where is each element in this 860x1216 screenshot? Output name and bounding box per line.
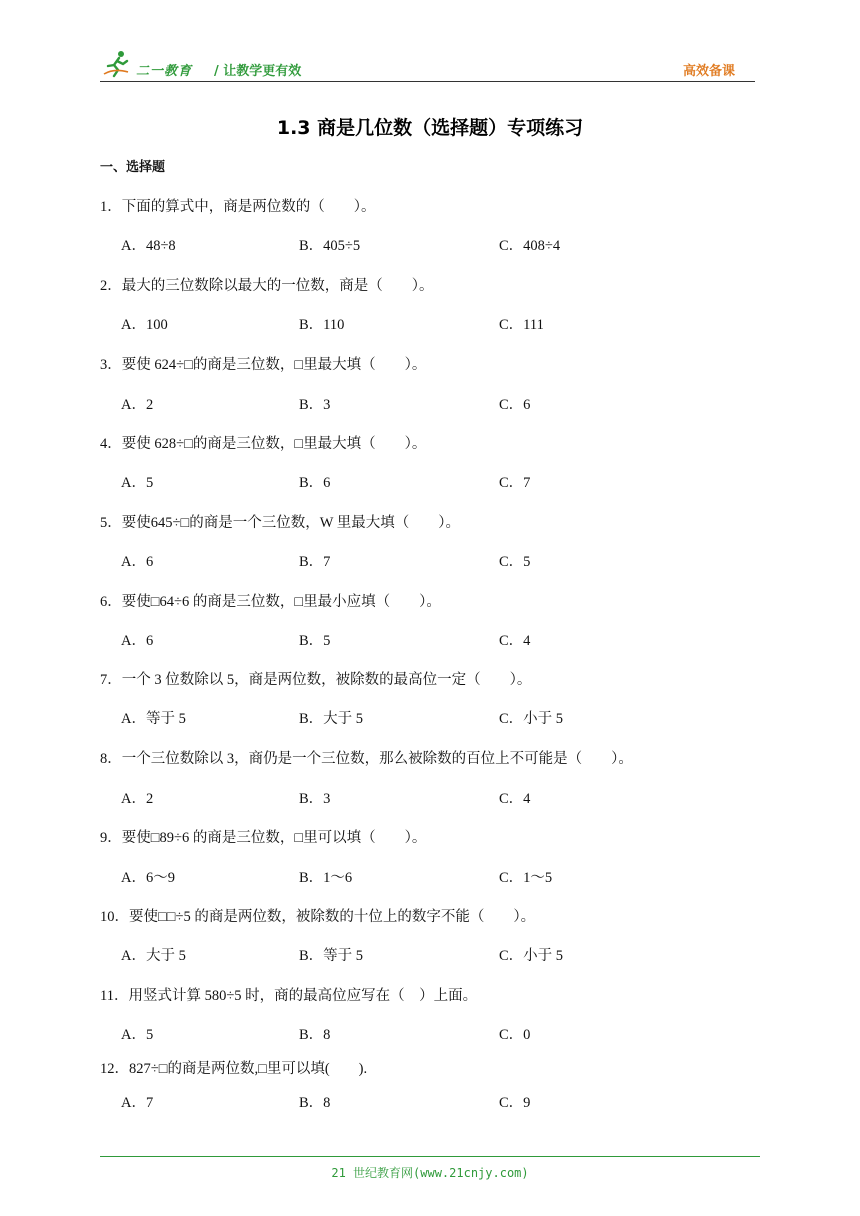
page-footer: 21 世纪教育网(www.21cnjy.com) [331, 1166, 529, 1180]
option-b: B．6 [299, 475, 331, 491]
option-a: A．7 [121, 1095, 154, 1111]
option-c: C．408÷4 [499, 238, 561, 254]
question-text: 6．要使□64÷6 的商是三位数，□里最小应填（ ）。 [100, 594, 441, 610]
question-text: 9．要使□89÷6 的商是三位数，□里可以填（ ）。 [100, 830, 427, 846]
brand-name: 二一教育 [136, 64, 193, 79]
option-a: A．6～9 [121, 870, 175, 886]
header-divider [100, 81, 755, 82]
option-b: B．3 [299, 397, 331, 413]
option-c: C．小于 5 [499, 948, 564, 964]
question-text: 2．最大的三位数除以最大的一位数，商是（ ）。 [100, 278, 434, 294]
question-text: 7．一个 3 位数除以 5，商是两位数，被除数的最高位一定（ ）。 [100, 672, 532, 688]
running-man-logo-icon [102, 50, 132, 78]
option-b: B．等于 5 [299, 948, 364, 964]
question-text: 1．下面的算式中，商是两位数的（ ）。 [100, 199, 376, 215]
option-a: A．大于 5 [121, 948, 186, 964]
option-c: C．1～5 [499, 870, 553, 886]
question-text: 12．827÷□的商是两位数,□里可以填( ). [100, 1061, 368, 1077]
footer-divider [100, 1156, 760, 1157]
question-text: 11．用竖式计算 580÷5 时，商的最高位应写在（ ）上面。 [100, 988, 478, 1004]
option-b: B．大于 5 [299, 711, 364, 727]
option-c: C．4 [499, 791, 531, 807]
option-b: B．405÷5 [299, 238, 361, 254]
option-c: C．7 [499, 475, 531, 491]
question-text: 3．要使 624÷□的商是三位数，□里最大填（ ）。 [100, 357, 427, 373]
page-header [100, 56, 755, 82]
option-b: B．1～6 [299, 870, 353, 886]
option-a: A．6 [121, 554, 154, 570]
option-b: B．3 [299, 791, 331, 807]
option-c: C．0 [499, 1027, 531, 1043]
option-c: C．111 [499, 317, 544, 333]
question-text: 5．要使645÷□的商是一个三位数，W 里最大填（ ）。 [100, 515, 461, 531]
question-text: 4．要使 628÷□的商是三位数，□里最大填（ ）。 [100, 436, 427, 452]
brand-slogan: / 让教学更有效 [214, 64, 302, 79]
option-a: A．100 [121, 317, 168, 333]
option-c: C．5 [499, 554, 531, 570]
option-c: C．6 [499, 397, 531, 413]
option-c: C．小于 5 [499, 711, 564, 727]
question-text: 8．一个三位数除以 3，商仍是一个三位数，那么被除数的百位上不可能是（ ）。 [100, 751, 633, 767]
option-a: A．48÷8 [121, 238, 176, 254]
option-a: A．5 [121, 475, 154, 491]
option-a: A．2 [121, 791, 154, 807]
option-a: A．6 [121, 633, 154, 649]
option-b: B．8 [299, 1027, 331, 1043]
option-a: A．5 [121, 1027, 154, 1043]
option-c: C．4 [499, 633, 531, 649]
option-a: A．2 [121, 397, 154, 413]
header-tag: 高效备课 [682, 64, 735, 79]
option-c: C．9 [499, 1095, 531, 1111]
option-b: B．110 [299, 317, 345, 333]
question-text: 10．要使□□÷5 的商是两位数，被除数的十位上的数字不能（ ）。 [100, 909, 536, 925]
page-title: 1.3 商是几位数（选择题）专项练习 [276, 117, 584, 139]
option-b: B．5 [299, 633, 331, 649]
option-b: B．7 [299, 554, 331, 570]
option-a: A．等于 5 [121, 711, 186, 727]
option-b: B．8 [299, 1095, 331, 1111]
section-heading: 一、选择题 [100, 160, 166, 175]
